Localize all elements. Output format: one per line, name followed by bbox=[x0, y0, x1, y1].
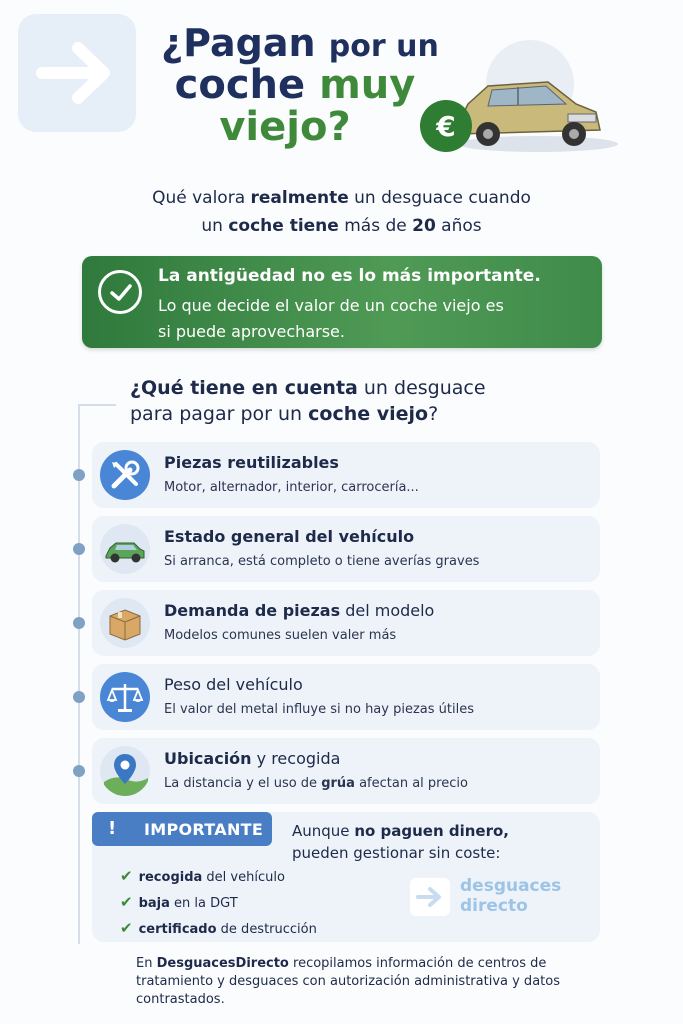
timeline-dot bbox=[73, 691, 85, 703]
important-badge: ! IMPORTANTE bbox=[92, 812, 272, 846]
old-car-illustration bbox=[418, 34, 618, 164]
footer-note: En DesguacesDirecto recopilamos información de centros de tratamiento y desguaces con autorización administrativa y datos contrastados. bbox=[136, 956, 560, 1007]
list-item: ✔ certificado de destrucción bbox=[120, 919, 317, 937]
scale-icon bbox=[100, 672, 150, 722]
factor-card-ubicacion bbox=[92, 738, 600, 804]
factor-desc: Modelos comunes suelen valer más bbox=[164, 628, 397, 643]
exclamation-icon: ! bbox=[108, 818, 117, 839]
brand-logo bbox=[410, 876, 580, 920]
factor-title: Piezas reutilizables bbox=[164, 453, 339, 472]
banner-text: Lo que decide el valor de un coche viejo es si puede aprovecharse. bbox=[158, 296, 504, 341]
free-services-list bbox=[120, 864, 317, 942]
factor-desc: La distancia y el uso de grúa afectan al precio bbox=[164, 776, 468, 791]
brand-name: desguaces directo bbox=[460, 876, 562, 916]
subtitle: Qué valora realmente un desguace cuando un coche tiene más de 20 años bbox=[152, 188, 531, 236]
timeline-dot bbox=[73, 469, 85, 481]
tools-icon bbox=[100, 450, 150, 500]
factor-desc: Si arranca, está completo o tiene averías graves bbox=[164, 554, 480, 569]
checkmark-icon: ✔ bbox=[120, 919, 133, 937]
list-item: ✔ recogida del vehículo bbox=[120, 867, 285, 885]
section-title: ¿Qué tiene en cuenta un desguace para pagar por un coche viejo? bbox=[130, 377, 486, 425]
page-title: ¿Pagan por un coche muy viejo? bbox=[161, 21, 439, 150]
timeline-dot bbox=[73, 543, 85, 555]
check-circle-icon bbox=[98, 270, 142, 314]
factor-title: Peso del vehículo bbox=[164, 675, 303, 694]
banner-headline: La antigüedad no es lo más importante. bbox=[158, 266, 541, 286]
factor-card-demanda bbox=[92, 590, 600, 656]
key-message-banner bbox=[82, 256, 602, 348]
checkmark-icon: ✔ bbox=[120, 867, 133, 885]
factor-title: Demanda de piezas del modelo bbox=[164, 601, 435, 620]
arrow-right-icon bbox=[410, 878, 450, 916]
factor-desc: El valor del metal influye si no hay piezas útiles bbox=[164, 702, 474, 717]
timeline-dot bbox=[73, 617, 85, 629]
timeline-dot bbox=[73, 765, 85, 777]
factor-card-estado bbox=[92, 516, 600, 582]
factor-card-peso bbox=[92, 664, 600, 730]
factor-title: Ubicación y recogida bbox=[164, 749, 341, 768]
location-pin-icon bbox=[100, 746, 150, 796]
factor-card-piezas bbox=[92, 442, 600, 508]
box-icon bbox=[100, 598, 150, 648]
car-icon bbox=[100, 524, 150, 574]
factor-desc: Motor, alternador, interior, carrocería... bbox=[164, 480, 419, 495]
checkmark-icon: ✔ bbox=[120, 893, 133, 911]
euro-icon: € bbox=[436, 110, 456, 143]
important-text: Aunque no paguen dinero, pueden gestionar sin coste: bbox=[292, 822, 509, 862]
timeline-line bbox=[78, 404, 80, 944]
timeline-connector bbox=[78, 404, 116, 406]
factor-title: Estado general del vehículo bbox=[164, 527, 415, 546]
list-item: ✔ baja en la DGT bbox=[120, 893, 238, 911]
